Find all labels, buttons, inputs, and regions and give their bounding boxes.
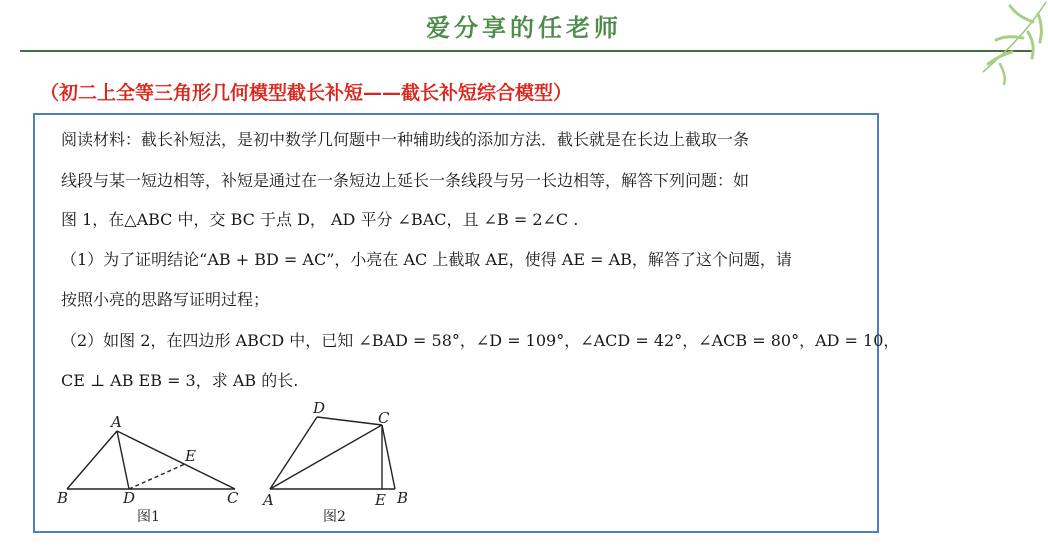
fig1-point-c: C [227, 489, 239, 507]
figure-2 [270, 417, 395, 489]
figure-1-caption: 图1 [137, 509, 160, 525]
fig2-point-d: D [313, 399, 326, 417]
fig2-point-a: A [263, 491, 274, 509]
fig1-point-e: E [185, 447, 196, 465]
fig1-point-d: D [123, 489, 136, 507]
problem-line: 线段与某一短边相等，补短是通过在一条短边上延长一条线段与另一长边相等，解答下列问题：如 [61, 171, 750, 190]
problem-line: （2）如图 2，在四边形 ABCD 中，已知 ∠BAD = 58°，∠D = 109°，∠ACD = 42°，∠ACB = 80°，AD = 10， [61, 331, 900, 350]
fig1-point-b: B [57, 489, 69, 507]
problem-line: 阅读材料：截长补短法，是初中数学几何题中一种辅助线的添加方法．截长就是在长边上截取一条 [61, 130, 750, 149]
header-divider [20, 50, 1032, 52]
fig2-point-e: E [375, 491, 386, 509]
page-title: （初二上全等三角形几何模型截长补短——截长补短综合模型） [40, 82, 573, 104]
figure-1 [67, 431, 235, 489]
header-title: 爱分享的任老师 [426, 13, 622, 42]
fig2-point-b: B [397, 489, 409, 507]
problem-line: CE ⊥ AB EB = 3，求 AB 的长. [61, 371, 299, 390]
figure-2-caption: 图2 [323, 509, 346, 525]
problem-line: 按照小亮的思路写证明过程； [61, 290, 270, 309]
fig1-point-a: A [111, 413, 122, 431]
problem-box [33, 113, 900, 533]
leaf-branch-icon [938, 0, 1048, 90]
problem-line: （1）为了证明结论“AB + BD = AC”，小亮在 AC 上截取 AE，使得 AE = AB，解答了这个问题，请 [61, 250, 792, 269]
problem-line: 图 1，在△ABC 中，交 BC 于点 D， AD 平分 ∠BAC，且 ∠B = 2∠C . [61, 210, 579, 229]
geometry-figures [35, 397, 881, 533]
fig2-point-c: C [378, 409, 390, 427]
